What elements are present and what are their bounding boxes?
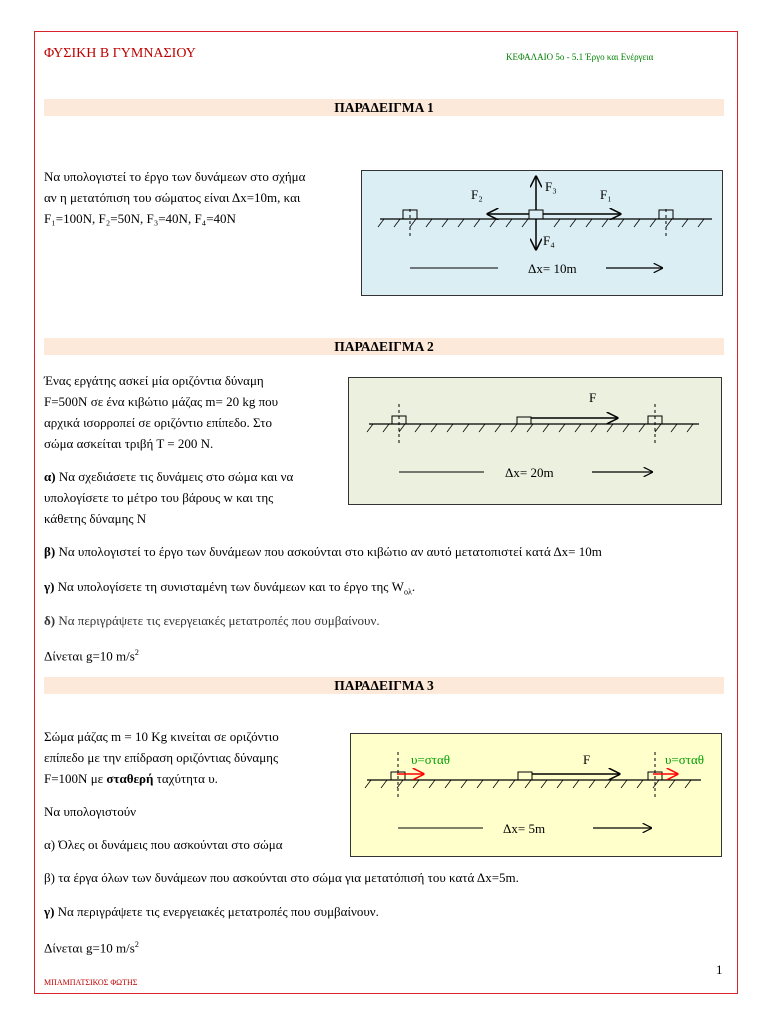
page-number: 1 [716, 962, 723, 977]
example-3-heading: ΠΑΡΑΔΕΙΓΜΑ 3 [44, 677, 724, 694]
example-2-heading: ΠΑΡΑΔΕΙΓΜΑ 2 [44, 338, 724, 355]
label-f: F [589, 390, 597, 405]
label-f2: F₂ [471, 187, 483, 202]
displacement-label: Δx= 10m [528, 261, 577, 276]
example-3-given: Δίνεται g=10 $m/s^2$ [44, 940, 139, 956]
example-1-text: Να υπολογιστεί το έργο των δυνάμεων στο σχήμα αν η μετατόπιση του σώματος είναι Δx=10m, και F₁=100N, F₂=50N, F₃=40N, F₄=40N [44, 169, 306, 226]
document-title: ΦΥΣΙΚΗ Β ΓΥΜΝΑΣΙΟΥ [44, 46, 196, 61]
example-2-figure [348, 377, 722, 505]
example-2-intro: Ένας εργάτης ασκεί μία οριζόντια δύναμη F=500N σε ένα κιβώτιο μάζας m= 20 kg που αρχικά ισορροπεί σε οριζόντιο επίπεδο. Στο σώμα ασκείται τριβή Τ = 200 Ν. [44, 373, 279, 451]
example-3-question-a: α) Όλες οι δυνάμεις που ασκούνται στο σώμα [44, 837, 283, 852]
label-f3: F₃ [545, 179, 557, 194]
velocity-label-start: υ=σταθ [411, 752, 451, 767]
example-2-given: Δίνεται g=10 $m/s^2$ [44, 648, 139, 664]
displacement-label: Δx= 20m [505, 465, 554, 480]
author-footer: ΜΠΑΜΠΑΤΣΙΚΟΣ ΦΩΤΗΣ [44, 978, 138, 987]
example-1-heading: ΠΑΡΑΔΕΙΓΜΑ 1 [44, 99, 724, 116]
example-2-question-d: δ) Να περιγράψετε τις ενεργειακές μετατροπές που συμβαίνουν. [44, 613, 380, 628]
velocity-label-end: υ=σταθ [665, 752, 705, 767]
chapter-label: ΚΕΦΑΛΑΙΟ 5ο - 5.1 Έργο και Ενέργεια [506, 52, 654, 62]
example-3-figure [350, 733, 722, 857]
force-diagram-3 [351, 734, 721, 856]
label-f4: F₄ [543, 233, 555, 248]
force-diagram-2 [349, 378, 721, 504]
example-2-question-a: α) Να σχεδιάσετε τις δυνάμεις στο σώμα και να υπολογίσετε το μέτρο του βάρους w και της κάθετης δύναμης Ν [44, 469, 294, 526]
example-2-question-c: γ) Να υπολογίσετε τη συνισταμένη των δυνάμεων και το έργο της $W_{o\lambda}$. [44, 579, 416, 597]
example-3-intro: Σώμα μάζας m = 10 Kg κινείται σε οριζόντιο επίπεδο με την επίδραση οριζόντιας δύναμης F=100N με σταθερή ταχύτητα υ. [44, 729, 279, 786]
label-f1: F₁ [600, 187, 612, 202]
example-3-ask: Να υπολογιστούν [44, 804, 137, 819]
ground-hatching [378, 219, 704, 227]
example-1-figure [361, 170, 723, 296]
example-3-question-c: γ) Να περιγράψετε τις ενεργειακές μετατροπές που συμβαίνουν. [44, 904, 379, 919]
example-2-question-b: β) Να υπολογιστεί το έργο των δυνάμεων που ασκούνται στο κιβώτιο αν αυτό μετατοπιστεί κατά Δx= 10m [44, 544, 602, 559]
label-f: F [583, 752, 591, 767]
box-middle [529, 210, 543, 219]
force-diagram-1 [362, 171, 722, 295]
example-3-question-b: β) τα έργα όλων των δυνάμεων που ασκούνται στο σώμα για μετατόπισή του κατά Δx=5m. [44, 870, 519, 885]
displacement-label: Δx= 5m [503, 821, 546, 836]
